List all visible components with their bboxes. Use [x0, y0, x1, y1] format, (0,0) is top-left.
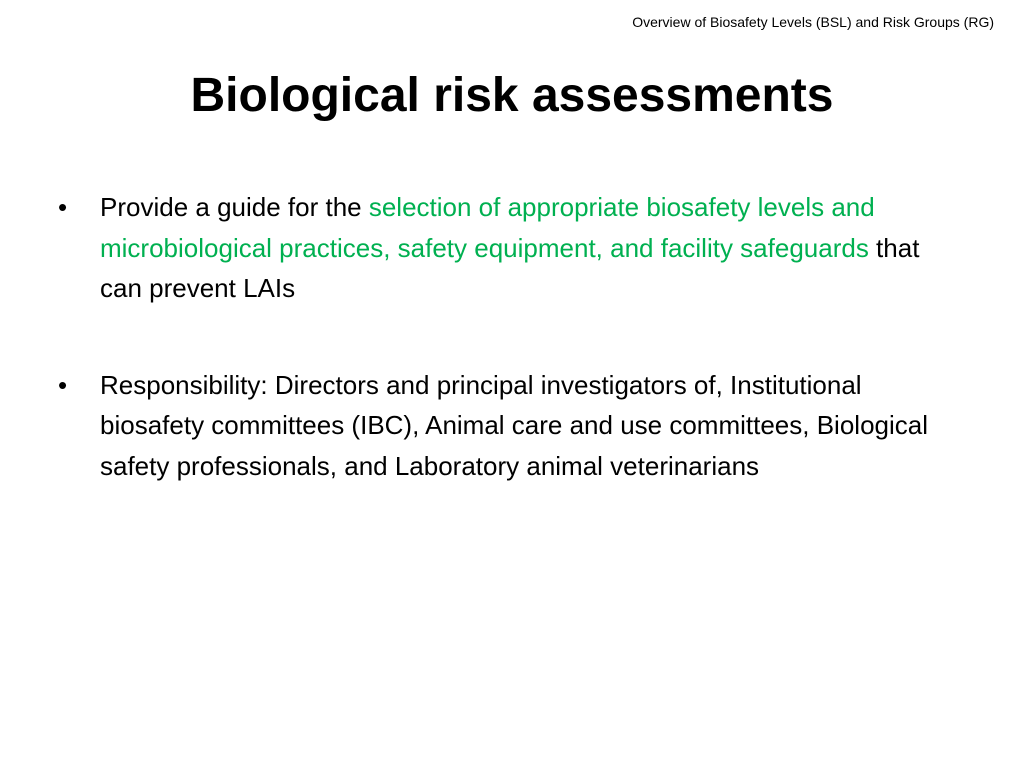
bullet-list [58, 187, 968, 542]
slide-title: Biological risk assessments [190, 69, 834, 122]
highlighted-text: selection of appropriate biosafety levels and microbiological practices, safety equipment, and facility safeguards [100, 192, 875, 263]
bullet-item [58, 187, 968, 309]
bullet-text: Responsibility: Directors and principal investigators of, Institutional biosafety committees (IBC), Animal care and use committees, Biological safety professionals, and Laboratory animal veterinarians [100, 369, 929, 481]
header-note: Overview of Biosafety Levels (BSL) and Risk Groups (RG) [632, 14, 994, 30]
bullet-marker: • [58, 192, 68, 222]
bullet-item [58, 365, 968, 487]
bullet-text: that can prevent LAIs [100, 232, 920, 303]
bullet-marker: • [58, 369, 68, 400]
bullet-text: Provide a guide for the [100, 192, 369, 222]
